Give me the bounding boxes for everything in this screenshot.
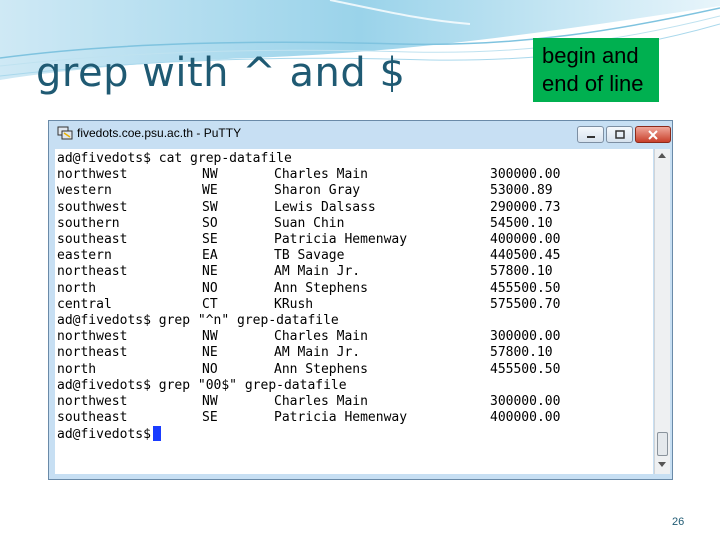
row-amount: 57800.10 (490, 264, 553, 280)
vertical-scrollbar[interactable] (654, 149, 670, 474)
row-amount: 54500.10 (490, 215, 553, 231)
row-region: north (57, 361, 97, 377)
row-amount: 400000.00 (490, 410, 561, 426)
row-code: SE (202, 232, 218, 247)
row-region: southern (57, 215, 120, 231)
terminal-command-line (57, 313, 339, 329)
row-amount: 400000.00 (490, 232, 561, 247)
row-amount: 455500.50 (490, 280, 561, 296)
row-name: Patricia Hemenway (274, 232, 408, 247)
row-name: TB Savage (274, 248, 345, 264)
row-code: NO (202, 361, 218, 377)
command-text: ad@fivedots$ cat grep-datafile (57, 151, 292, 166)
row-name: Ann Stephens (274, 361, 368, 377)
row-region: north (57, 280, 97, 296)
row-code: NE (202, 264, 218, 280)
row-code: SO (202, 215, 218, 231)
scroll-up-arrow-icon[interactable] (658, 153, 666, 158)
row-region: southeast (57, 232, 128, 247)
row-region: northwest (57, 394, 128, 409)
row-code: NW (202, 329, 218, 345)
row-amount: 440500.45 (490, 248, 561, 264)
maximize-icon (614, 130, 626, 140)
row-amount: 300000.00 (490, 167, 561, 183)
putty-app-icon (57, 126, 73, 140)
row-amount: 300000.00 (490, 329, 561, 345)
window-titlebar[interactable] (49, 121, 672, 147)
row-region: southeast (57, 410, 128, 426)
command-text: ad@fivedots$ grep "^n" grep-datafile (57, 313, 339, 328)
row-region: northwest (57, 167, 128, 183)
prompt-text: ad@fivedots$ (57, 427, 151, 443)
row-name: AM Main Jr. (274, 264, 361, 280)
maximize-button[interactable] (606, 126, 633, 143)
callout-line-1: begin and (542, 43, 639, 68)
row-name: Charles Main (274, 167, 368, 183)
row-name: Lewis Dalsass (274, 199, 376, 215)
row-amount: 57800.10 (490, 345, 553, 361)
row-amount: 455500.50 (490, 361, 561, 377)
row-code: NO (202, 280, 218, 296)
row-region: southwest (57, 199, 128, 215)
close-button[interactable] (635, 126, 671, 143)
callout-line-2: end of line (542, 71, 644, 96)
row-name: Charles Main (274, 394, 368, 409)
row-code: NW (202, 394, 218, 409)
scroll-down-arrow-icon[interactable] (658, 462, 666, 467)
row-name: Patricia Hemenway (274, 410, 408, 426)
scrollbar-thumb[interactable] (657, 432, 668, 456)
callout-box (533, 38, 659, 102)
command-text: ad@fivedots$ grep "00$" grep-datafile (57, 377, 347, 393)
row-region: northeast (57, 345, 128, 361)
row-name: Suan Chin (274, 215, 345, 231)
row-code: SE (202, 410, 218, 426)
minimize-icon (585, 130, 597, 140)
putty-window (48, 120, 673, 480)
row-code: NW (202, 167, 218, 183)
row-amount: 290000.73 (490, 199, 561, 215)
row-region: northeast (57, 264, 128, 280)
page-number: 26 (672, 516, 685, 528)
row-amount: 575500.70 (490, 296, 561, 312)
terminal-command-line (57, 378, 347, 394)
row-code: SW (202, 199, 218, 215)
row-region: eastern (57, 248, 112, 264)
text-cursor (153, 426, 161, 441)
terminal-prompt-line (57, 426, 161, 442)
row-region: western (57, 183, 112, 199)
row-name: KRush (274, 296, 314, 312)
minimize-button[interactable] (577, 126, 604, 143)
row-name: Charles Main (274, 329, 368, 345)
window-title: fivedots.coe.psu.ac.th - PuTTY (77, 126, 242, 140)
row-name: AM Main Jr. (274, 345, 361, 361)
terminal-command-line (57, 151, 292, 167)
row-amount: 53000.89 (490, 183, 553, 199)
close-icon (647, 130, 659, 140)
row-region: northwest (57, 329, 128, 345)
row-name: Ann Stephens (274, 280, 368, 296)
slide-title: grep with ^ and $ (36, 50, 406, 96)
row-name: Sharon Gray (274, 183, 361, 199)
row-region: central (57, 296, 112, 312)
row-code: NE (202, 345, 218, 361)
terminal-output[interactable] (55, 149, 653, 474)
row-code: CT (202, 296, 218, 312)
row-code: EA (202, 248, 218, 264)
row-code: WE (202, 183, 218, 199)
row-amount: 300000.00 (490, 394, 561, 409)
